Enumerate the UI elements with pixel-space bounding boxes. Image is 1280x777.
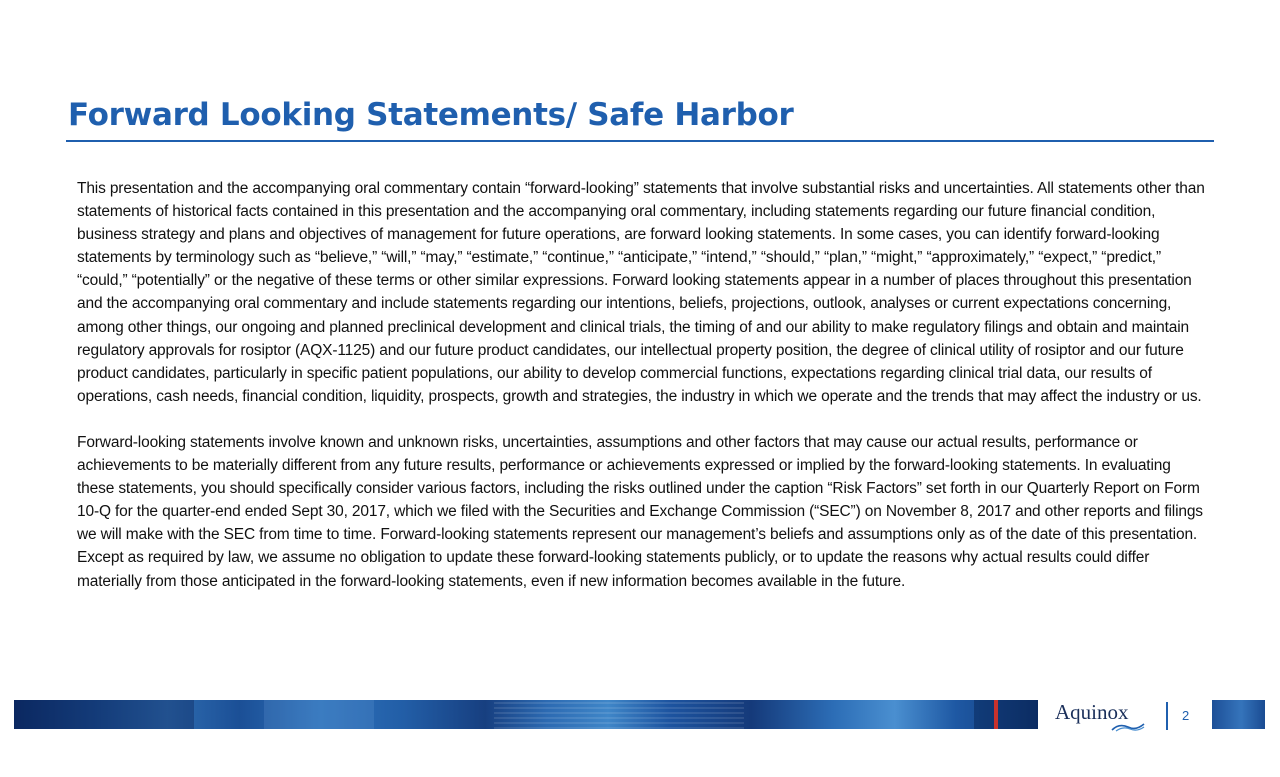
footer-image-banner (14, 700, 1038, 729)
slide-title: Forward Looking Statements/ Safe Harbor (68, 97, 794, 133)
disclaimer-paragraph-1: This presentation and the accompanying oral commentary contain “forward-looking” statements that involve substantial risks and uncertainties. All statements other than statements of historical facts contained in this presentation and the accompanying oral commentary, including statements regarding our future financial condition, business strategy and plans and objectives of management for future operations, are forward looking statements. In some cases, you can identify forward-looking statements by terminology such as “believe,” “will,” “may,” “estimate,” “continue,” “anticipate,” “intend,” “should,” “plan,” “might,” “approximately,” “expect,” “predict,” “could,” “potentially” or the negative of these terms or other similar expressions. Forward looking statements appear in a number of places throughout this presentation and the accompanying oral commentary and include statements regarding our intentions, beliefs, projections, outlook, analyses or current expectations concerning, among other things, our ongoing and planned preclinical development and clinical trials, the timing of and our ability to make regulatory filings and obtain and maintain regulatory approvals for rosiptor (AQX-1125) and our future product candidates, our intellectual property position, the degree of clinical utility of rosiptor and our future product candidates, particularly in specific patient populations, our ability to develop commercial functions, expectations regarding clinical trial data, our results of operations, cash needs, financial condition, liquidity, prospects, growth and strategies, the industry in which we operate and the trends that may affect the industry or us. (77, 180, 1205, 405)
logo-wordmark: Aquinox (1055, 700, 1129, 724)
logo-wave-icon (1110, 722, 1146, 732)
footer-image-banner-right (1212, 700, 1265, 729)
company-logo (1050, 697, 1150, 737)
red-accent-mark (994, 700, 998, 729)
disclaimer-paragraph-2: Forward-looking statements involve known and unknown risks, uncertainties, assumptions and other factors that may cause our actual results, performance or achievements to be materially different from any future results, performance or achievements expressed or implied by the forward-looking statements. In evaluating these statements, you should specifically consider various factors, including the risks outlined under the caption “Risk Factors” set forth in our Quarterly Report on Form 10-Q for the quarter-end ended Sept 30, 2017, which we filed with the Securities and Exchange Commission (“SEC”) on November 8, 2017 and other reports and filings we will make with the SEC from time to time. Forward-looking statements represent our management’s beliefs and assumptions only as of the date of this presentation. Except as required by law, we assume no obligation to update these forward-looking statements publicly, or to update the reasons why actual results could differ materially from those anticipated in the forward-looking statements, even if new information becomes available in the future. (77, 433, 1203, 590)
disclaimer-body (77, 177, 1207, 593)
footer-divider (1166, 702, 1168, 730)
page-number: 2 (1182, 708, 1190, 723)
title-underline (66, 140, 1214, 142)
